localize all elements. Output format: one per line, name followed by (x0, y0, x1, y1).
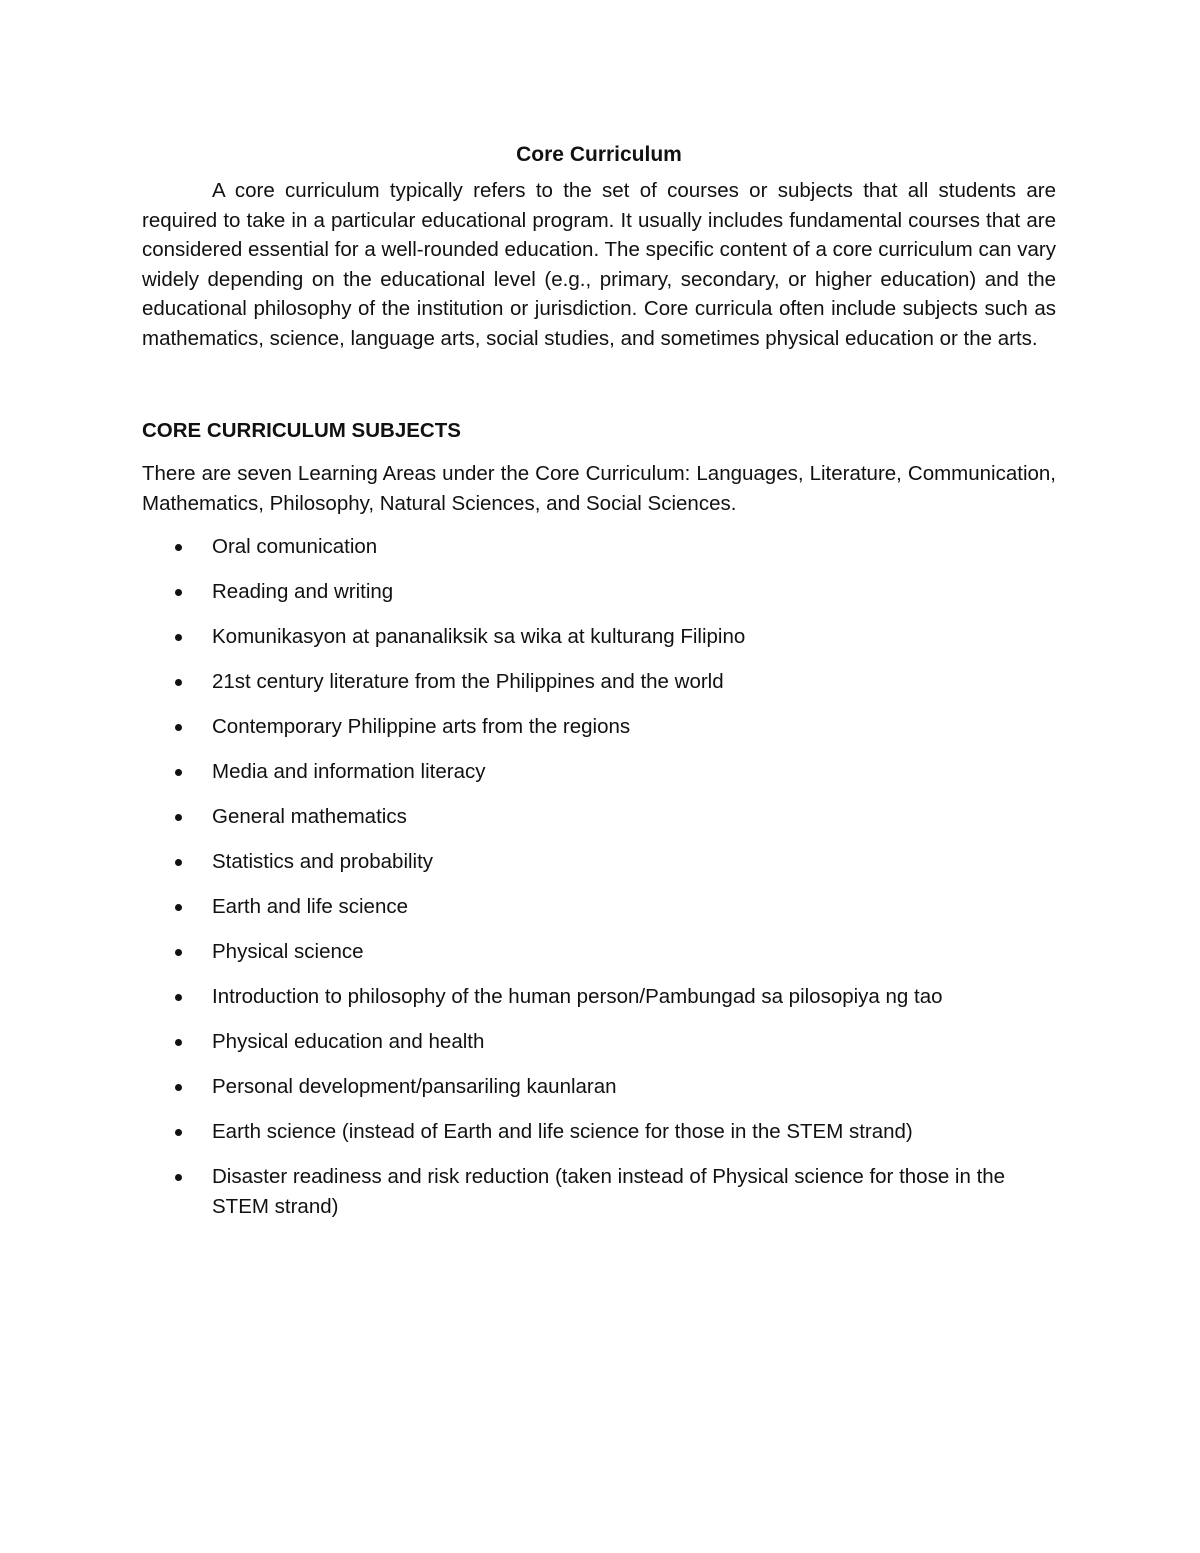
list-item (142, 667, 1056, 697)
bullet-icon (175, 814, 182, 821)
list-item-text: Reading and writing (212, 580, 394, 603)
list-item-text: Earth and life science (212, 895, 409, 918)
subject-list (142, 532, 1056, 1222)
list-item-text: Earth science (instead of Earth and life science for those in the STEM strand) (212, 1120, 913, 1143)
bullet-icon (175, 1129, 182, 1136)
list-item (142, 1162, 1056, 1222)
section-heading: CORE CURRICULUM SUBJECTS (142, 419, 461, 442)
document-page (142, 140, 1056, 1237)
bullet-icon (175, 1174, 182, 1181)
list-item (142, 802, 1056, 832)
bullet-icon (175, 994, 182, 1001)
list-item (142, 577, 1056, 607)
list-item-text: Personal development/pansariling kaunlaran (212, 1075, 617, 1098)
bullet-icon (175, 1084, 182, 1091)
page-title: Core Curriculum (516, 143, 682, 166)
list-item-text: General mathematics (212, 805, 407, 828)
bullet-icon (175, 1039, 182, 1046)
list-item-text: Disaster readiness and risk reduction (taken instead of Physical science for those in the STEM strand) (212, 1165, 1006, 1218)
list-item (142, 712, 1056, 742)
list-item (142, 982, 1056, 1012)
list-item (142, 532, 1056, 562)
list-item-text: Statistics and probability (212, 850, 434, 873)
list-item-text: Physical education and health (212, 1030, 485, 1053)
list-item (142, 757, 1056, 787)
list-item-text: Oral comunication (212, 535, 378, 558)
list-item-text: Komunikasyon at pananaliksik sa wika at kulturang Filipino (212, 625, 746, 648)
bullet-icon (175, 904, 182, 911)
list-item-text: Contemporary Philippine arts from the regions (212, 715, 631, 738)
bullet-icon (175, 949, 182, 956)
list-item-text: Media and information literacy (212, 760, 486, 783)
list-item (142, 937, 1056, 967)
list-item (142, 1027, 1056, 1057)
bullet-icon (175, 679, 182, 686)
bullet-icon (175, 589, 182, 596)
list-item (142, 622, 1056, 652)
bullet-icon (175, 634, 182, 641)
list-item (142, 892, 1056, 922)
bullet-icon (175, 769, 182, 776)
list-item (142, 1117, 1056, 1147)
section-paragraph: There are seven Learning Areas under the Core Curriculum: Languages, Literature, Communication, Mathematics, Philosophy, Natural Sciences, and Social Sciences. (142, 462, 1056, 515)
list-item (142, 1072, 1056, 1102)
list-item-text: 21st century literature from the Philippines and the world (212, 670, 724, 693)
bullet-icon (175, 544, 182, 551)
list-item (142, 847, 1056, 877)
intro-paragraph: A core curriculum typically refers to the set of courses or subjects that all students are required to take in a particular educational program. It usually includes fundamental courses that are considered essential for a well-rounded education. The specific content of a core curriculum can vary widely depending on the educational level (e.g., primary, secondary, or higher education) and the educational philosophy of the institution or jurisdiction. Core curricula often include subjects such as mathematics, science, language arts, social studies, and sometimes physical education or the arts. (142, 179, 1056, 350)
list-item-text: Introduction to philosophy of the human person/Pambungad sa pilosopiya ng tao (212, 985, 943, 1008)
list-item-text: Physical science (212, 940, 364, 963)
bullet-icon (175, 859, 182, 866)
bullet-icon (175, 724, 182, 731)
